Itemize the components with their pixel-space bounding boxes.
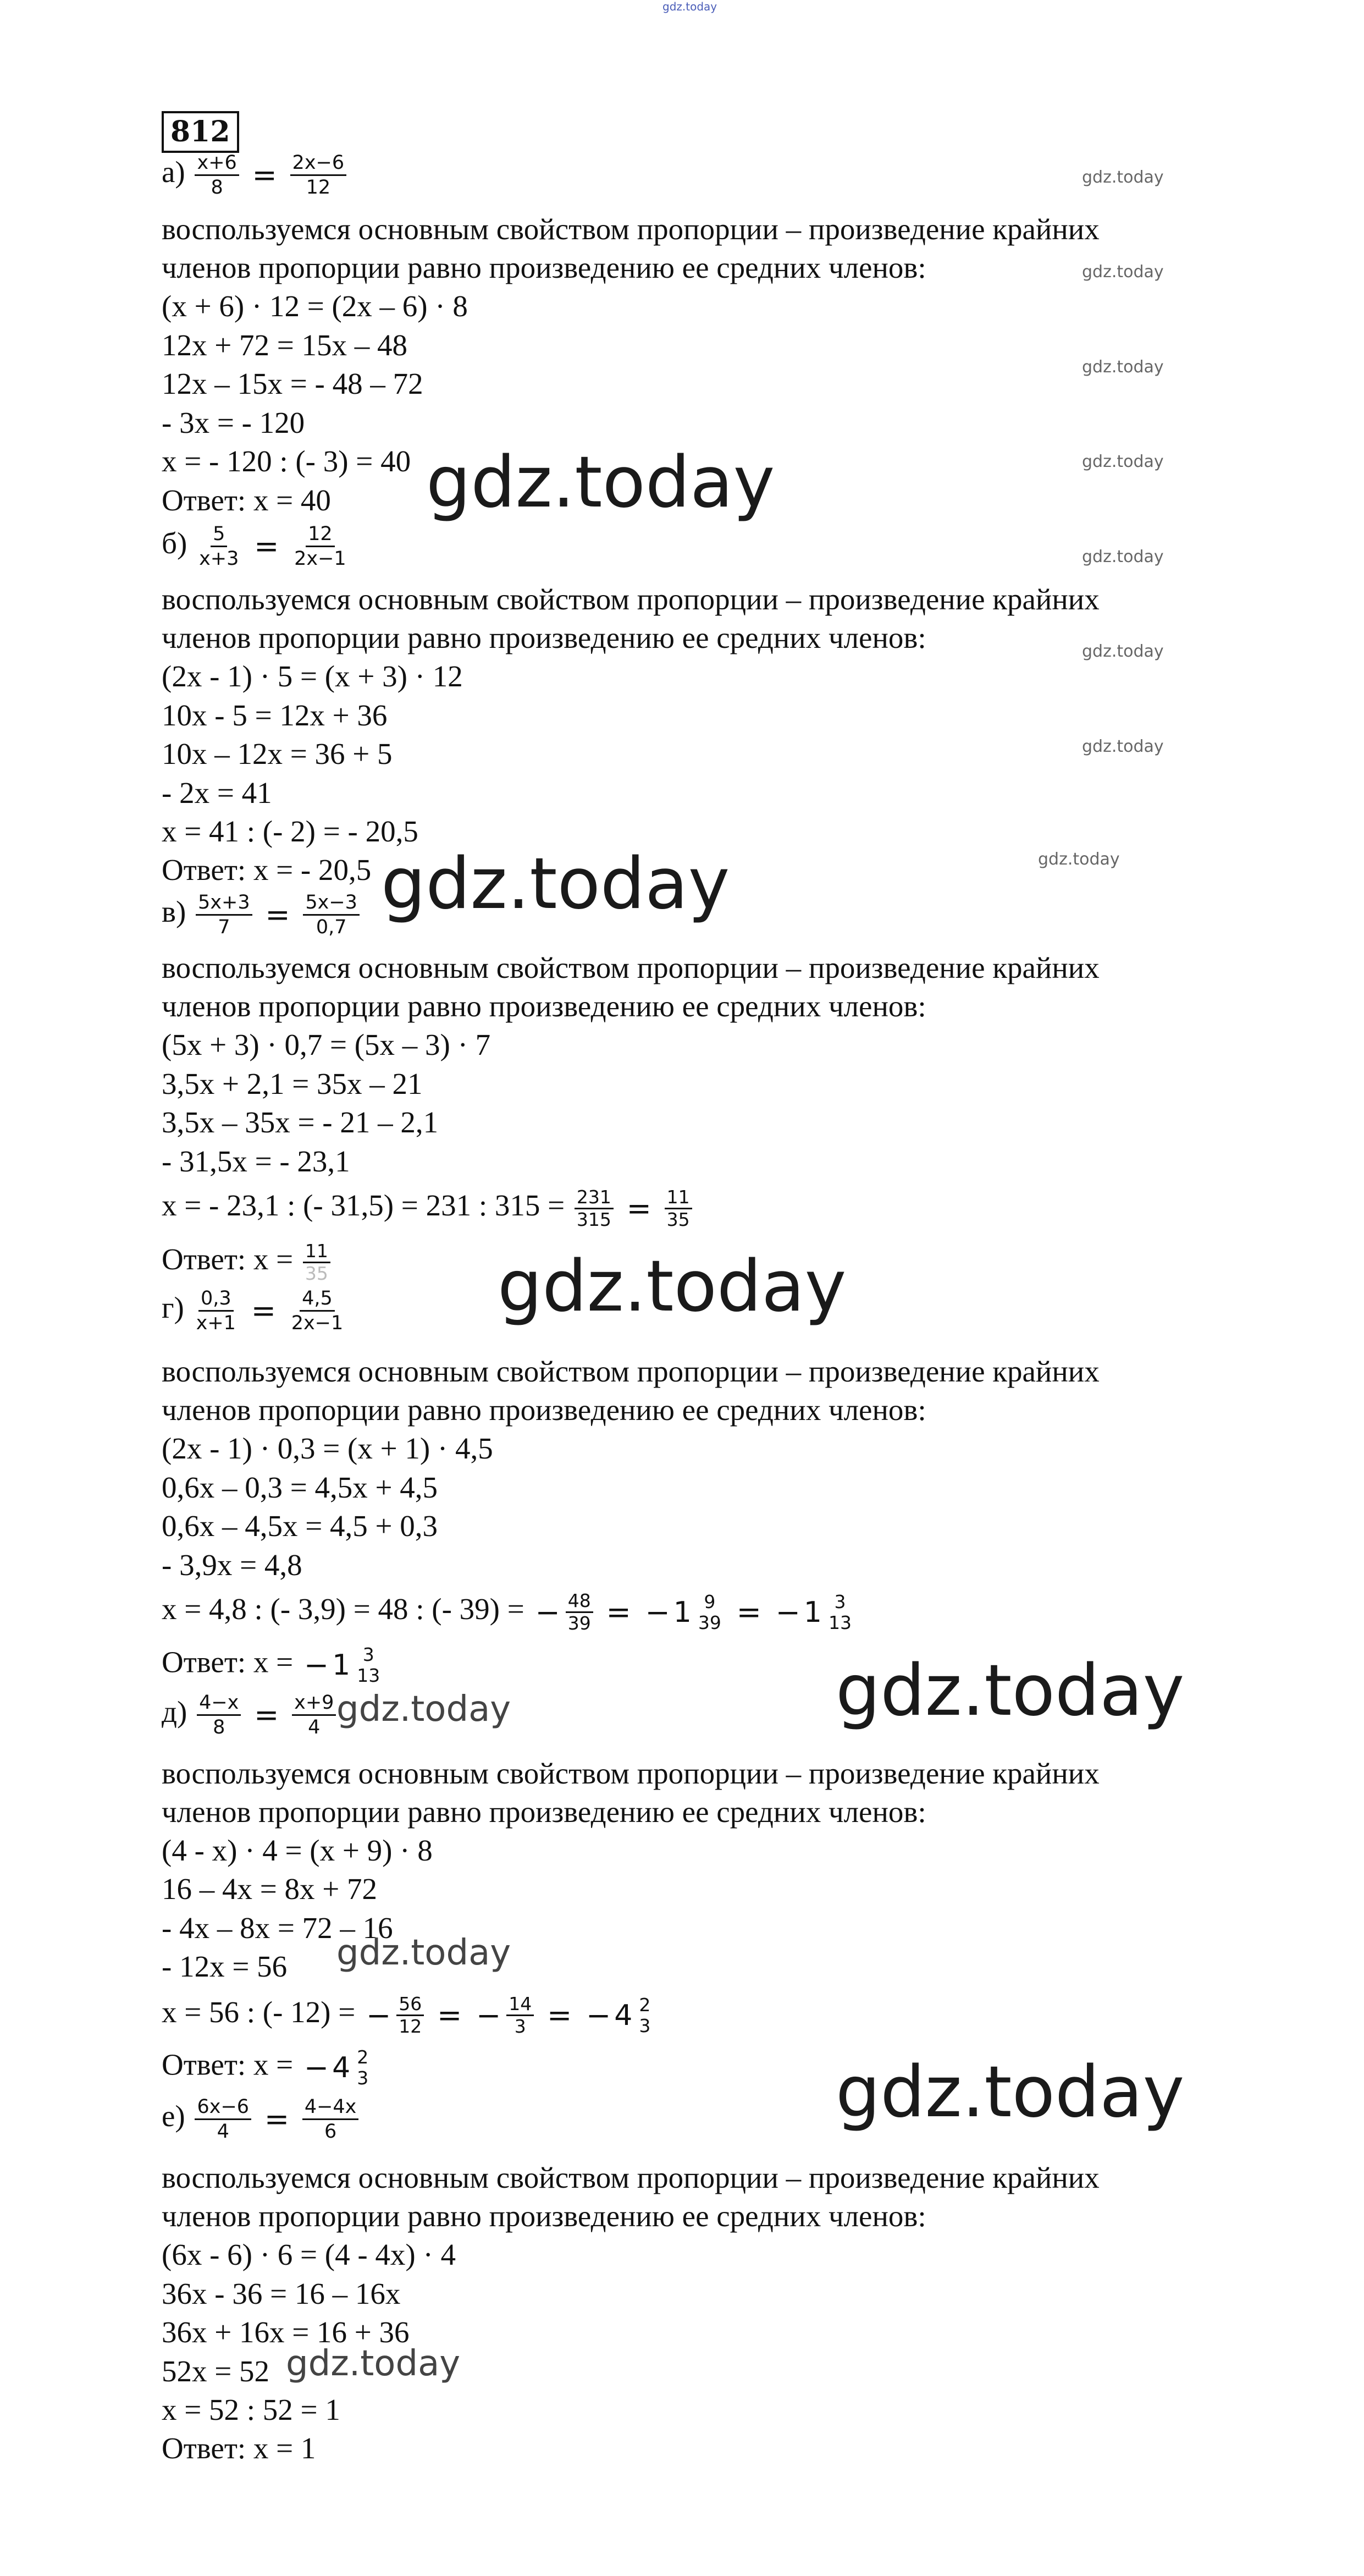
mixed-number: − 4 2 3 xyxy=(303,2046,369,2089)
step-line: (5x + 3) · 0,7 = (5x – 3) · 7 xyxy=(162,1028,491,1061)
part-v-equation: в) $\frac{5x+3}{7}$ = $\frac{5x-3}{0,7}$ xyxy=(162,891,362,939)
mixed-number: − 1 3 13 xyxy=(775,1590,852,1633)
watermark-large: gdz.today xyxy=(498,1246,847,1328)
watermark-small: gdz.today xyxy=(1082,642,1164,661)
fraction: $\frac{x+6}{8}$ xyxy=(195,151,239,199)
step-line: x = 52 : 52 = 1 xyxy=(162,2393,340,2426)
answer-line: Ответ: x = - 20,5 xyxy=(162,853,372,887)
watermark-small: gdz.today xyxy=(1082,737,1164,756)
answer-line: Ответ: x = 1 xyxy=(162,2431,316,2465)
intro-text-line2: членов пропорции равно произведению ее средних членов: xyxy=(162,1393,926,1427)
step-line: 3,5x + 2,1 = 35x – 21 xyxy=(162,1067,423,1100)
part-e-label: е) xyxy=(162,2099,185,2133)
step-line: 10x - 5 = 12x + 36 xyxy=(162,698,388,732)
final-step-line: x = 4,8 : (- 3,9) = 48 : (- 39) = − $\frac{48}{39}$ = − 1 9 39 = − 1 3 13 xyxy=(162,1590,856,1634)
step-line: (2x - 1) · 5 = (x + 3) · 12 xyxy=(162,659,463,693)
fraction: $\frac{x+9}{4}$ xyxy=(292,1691,336,1739)
intro-text-line2: членов пропорции равно произведению ее средних членов: xyxy=(162,621,926,654)
final-step-line: x = 56 : (- 12) = − $\frac{56}{12}$ = − $\frac{14}{3}$ = − 4 2 3 xyxy=(162,1994,655,2037)
intro-text-line2: членов пропорции равно произведению ее средних членов: xyxy=(162,2199,926,2233)
answer-line: Ответ: x = − 4 2 3 xyxy=(162,2047,373,2089)
intro-text-line2: членов пропорции равно произведению ее средних членов: xyxy=(162,1795,926,1829)
mixed-number: − 4 2 3 xyxy=(586,1994,651,2036)
part-d-equation: д) $\frac{4-x}{8}$ = $\frac{x+9}{4}$ xyxy=(162,1691,338,1739)
mixed-number: − 1 3 13 xyxy=(303,1644,380,1686)
fraction: $\frac{4-x}{8}$ xyxy=(197,1691,241,1739)
fraction: $\frac{11}{35}$ xyxy=(303,1241,330,1284)
fraction: $\frac{56}{12}$ xyxy=(396,1994,424,2037)
step-line: - 2x = 41 xyxy=(162,776,272,810)
step-line: (4 - x) · 4 = (x + 9) · 8 xyxy=(162,1834,433,1867)
step-line: 3,5x – 35x = - 21 – 2,1 xyxy=(162,1105,439,1139)
step-line: - 3,9x = 4,8 xyxy=(162,1548,302,1582)
intro-text-line1: воспользуемся основным свойством пропорции – произведение крайних xyxy=(162,212,1100,246)
part-b-label: б) xyxy=(162,526,187,560)
intro-text-line1: воспользуемся основным свойством пропорции – произведение крайних xyxy=(162,582,1100,616)
fraction: $\frac{5x-3}{0,7}$ xyxy=(303,891,360,939)
top-watermark: gdz.today xyxy=(662,0,717,13)
step-line: (6x - 6) · 6 = (4 - 4x) · 4 xyxy=(162,2238,456,2271)
intro-text-line2: членов пропорции равно произведению ее средних членов: xyxy=(162,251,926,284)
intro-text-line2: членов пропорции равно произведению ее средних членов: xyxy=(162,989,926,1023)
fraction: $\frac{5}{x+3}$ xyxy=(199,523,239,570)
fraction: $\frac{4-4x}{6}$ xyxy=(302,2095,359,2143)
fraction: $\frac{5x+3}{7}$ xyxy=(196,891,252,939)
answer-line: Ответ: x = − 1 3 13 xyxy=(162,1644,384,1686)
fraction: $\frac{231}{315}$ xyxy=(575,1187,614,1230)
problem-number: 812 xyxy=(162,111,239,153)
step-line: 36x + 16x = 16 + 36 xyxy=(162,2315,410,2349)
step-line: 10x – 12x = 36 + 5 xyxy=(162,737,393,770)
fraction: $\frac{4,5}{2x-1}$ xyxy=(291,1287,344,1334)
answer-line: Ответ: x = $\frac{11}{35}$ xyxy=(162,1241,333,1284)
step-line: x = 41 : (- 2) = - 20,5 xyxy=(162,814,418,848)
intro-text-line1: воспользуемся основным свойством пропорции – произведение крайних xyxy=(162,951,1100,984)
step-line: 12x + 72 = 15x – 48 xyxy=(162,328,408,362)
watermark-large: gdz.today xyxy=(426,442,775,524)
fraction: $\frac{12}{2x-1}$ xyxy=(294,523,346,570)
part-a-equation: а) $\frac{x+6}{8}$ = $\frac{2x-6}{12}$ xyxy=(162,151,349,199)
final-step-line: x = - 23,1 : (- 31,5) = 231 : 315 = $\frac{231}{315}$ = $\frac{11}{35}$ xyxy=(162,1187,694,1230)
watermark-large: gdz.today xyxy=(836,2051,1185,2133)
watermark-small: gdz.today xyxy=(1082,357,1164,377)
watermark-small: gdz.today xyxy=(1082,262,1164,282)
step-line: - 12x = 56 xyxy=(162,1950,288,1983)
step-line: 0,6x – 4,5x = 4,5 + 0,3 xyxy=(162,1509,438,1543)
step-line: 52x = 52 xyxy=(162,2354,270,2388)
part-e-equation: е) $\frac{6x-6}{4}$ = $\frac{4-4x}{6}$ xyxy=(162,2095,361,2143)
watermark-small: gdz.today xyxy=(1082,452,1164,471)
intro-text-line1: воспользуемся основным свойством пропорции – произведение крайних xyxy=(162,1757,1100,1790)
intro-text-line1: воспользуемся основным свойством пропорции – произведение крайних xyxy=(162,2161,1100,2194)
watermark-small: gdz.today xyxy=(1082,547,1164,566)
fraction: $\frac{14}{3}$ xyxy=(506,1994,534,2037)
step-line: (x + 6) · 12 = (2x – 6) · 8 xyxy=(162,289,468,323)
watermark-small: gdz.today xyxy=(1038,850,1120,869)
step-line: x = - 120 : (- 3) = 40 xyxy=(162,444,411,478)
watermark-small: gdz.today xyxy=(1082,168,1164,187)
part-d-label: д) xyxy=(162,1695,187,1729)
watermark-large: gdz.today xyxy=(381,843,730,925)
part-b-equation: б) $\frac{5}{x+3}$ = $\frac{12}{2x-1}$ xyxy=(162,522,351,570)
watermark-medium: gdz.today xyxy=(336,1933,511,1973)
step-line: - 4x – 8x = 72 – 16 xyxy=(162,1911,393,1945)
part-v-label: в) xyxy=(162,895,186,929)
step-line: (2x - 1) · 0,3 = (x + 1) · 4,5 xyxy=(162,1432,493,1465)
part-a-label: а) xyxy=(162,155,185,189)
fraction: $\frac{2x-6}{12}$ xyxy=(290,151,347,199)
step-line: 0,6x – 0,3 = 4,5x + 4,5 xyxy=(162,1471,438,1504)
step-line: 12x – 15x = - 48 – 72 xyxy=(162,367,423,400)
mixed-number: − 1 9 39 xyxy=(645,1590,721,1633)
step-line: - 31,5x = - 23,1 xyxy=(162,1144,350,1178)
fraction: $\frac{48}{39}$ xyxy=(566,1590,593,1634)
watermark-medium: gdz.today xyxy=(336,1689,511,1730)
step-line: 36x - 36 = 16 – 16x xyxy=(162,2277,401,2310)
fraction: $\frac{0,3}{x+1}$ xyxy=(196,1287,236,1334)
intro-text-line1: воспользуемся основным свойством пропорции – произведение крайних xyxy=(162,1355,1100,1388)
watermark-medium: gdz.today xyxy=(286,2343,461,2384)
part-g-label: г) xyxy=(162,1291,184,1325)
answer-line: Ответ: x = 40 xyxy=(162,483,331,517)
fraction: $\frac{6x-6}{4}$ xyxy=(195,2095,251,2143)
fraction: $\frac{11}{35}$ xyxy=(665,1187,692,1230)
part-g-equation: г) $\frac{0,3}{x+1}$ = $\frac{4,5}{2x-1}$ xyxy=(162,1287,347,1335)
step-line: 16 – 4x = 8x + 72 xyxy=(162,1872,378,1906)
watermark-large: gdz.today xyxy=(836,1650,1185,1732)
step-line: - 3x = - 120 xyxy=(162,406,305,439)
